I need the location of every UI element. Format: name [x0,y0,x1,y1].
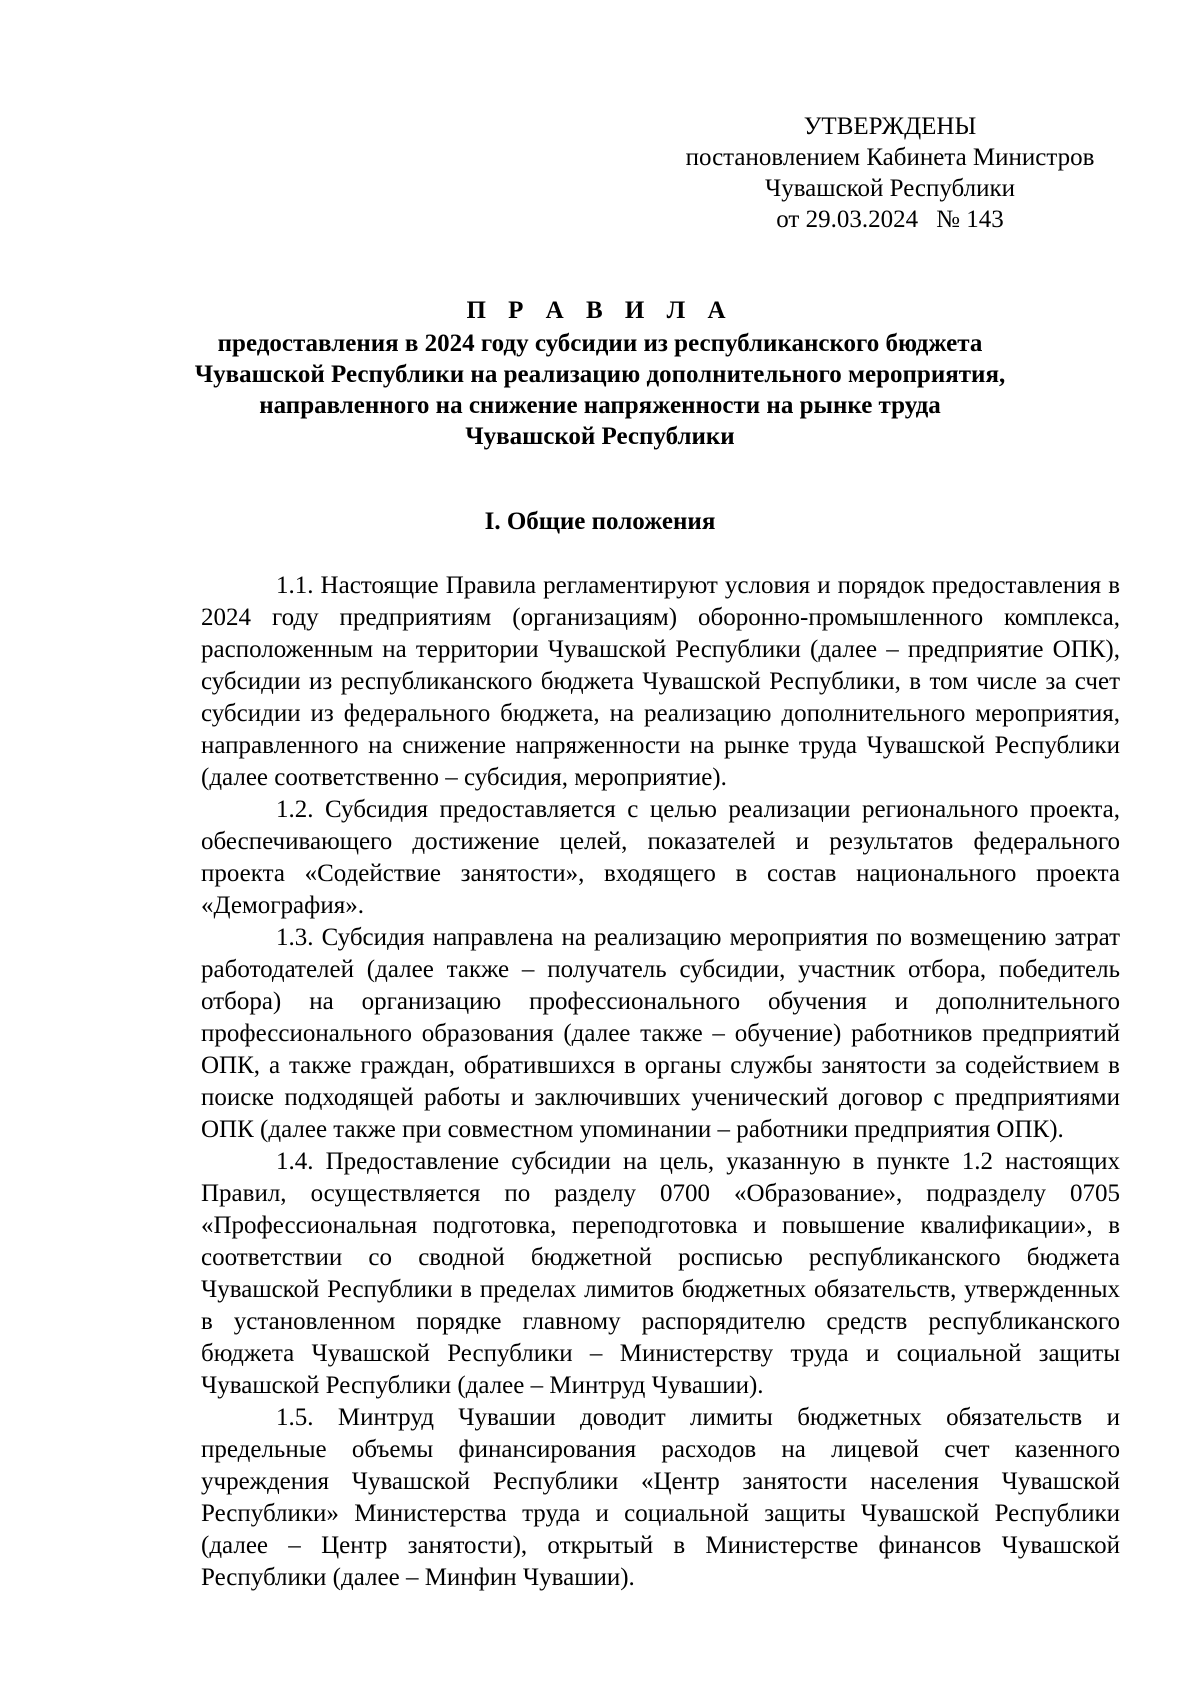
paragraph-1-2: 1.2. Субсидия предоставляется с целью реализации регионального проекта, обеспечивающего достижение целей, показателей и результатов федерального проекта «Содействие занятости», входящего в состав национального проекта «Демография». [201,796,1120,919]
paragraph-1-1: 1.1. Настоящие Правила регламентируют условия и порядок предоставления в 2024 году предприятиям (организациям) оборонно-промышленного комплекса, расположенным на территории Чувашской Республики (далее – предприятие ОПК), субсидии из республиканского бюджета Чувашской Республики, в том числе за счет субсидии из федерального бюджета, на реализацию дополнительного мероприятия, направленного на снижение напряженности на рынке труда Чувашской Республики (далее соответственно – субсидия, мероприятие). [201,572,1120,791]
document-title [150,295,1050,452]
section-heading: I. Общие положения [484,508,716,535]
paragraph-1-3: 1.3. Субсидия направлена на реализацию мероприятия по возмещению затрат работодателей (далее также – получатель субсидии, участник отбора, победитель отбора) на организацию профессионального обучения и дополнительного профессионального образования (далее также – обучение) работников предприятий ОПК, а также граждан, обратившихся в органы службы занятости за содействием в поиске подходящей работы и заключивших ученический договор с предприятиями ОПК (далее также при совместном упоминании – работники предприятия ОПК). [201,924,1120,1143]
title-line-3: направленного на снижение напряженности на рынке труда [259,392,941,419]
paragraph-1-4: 1.4. Предоставление субсидии на цель, указанную в пункте 1.2 настоящих Правил, осуществляется по разделу 0700 «Образование», подразделу 0705 «Профессиональная подготовка, переподготовка и повышение квалификации», в соответствии со сводной бюджетной росписью республиканского бюджета Чувашской Республики в пределах лимитов бюджетных обязательств, утвержденных в установленном порядке главному распорядителю средств республиканского бюджета Чувашской Республики – Министерству труда и социальной защиты Чувашской Республики (далее – Минтруд Чувашии). [201,1148,1120,1399]
approval-number: № 143 [936,206,1004,233]
title-main: П Р А В И Л А [466,297,734,324]
approval-date-number [640,204,1140,235]
title-line-1: предоставления в 2024 году субсидии из республиканского бюджета [217,330,983,357]
approval-region: Чувашской Республики [764,175,1016,202]
approval-stamp [640,111,1140,235]
approval-authority: постановлением Кабинета Министров [685,144,1095,171]
document-body [201,570,1120,1594]
paragraph-1-5: 1.5. Минтруд Чувашии доводит лимиты бюджетных обязательств и предельные объемы финансирования расходов на лицевой счет казенного учреждения Чувашской Республики «Центр занятости населения Чувашской Республики» Министерства труда и социальной защиты Чувашской Республики (далее – Центр занятости), открытый в Министерстве финансов Чувашской Республики (далее – Минфин Чувашии). [201,1404,1120,1591]
title-line-2: Чувашской Республики на реализацию дополнительного мероприятия, [194,361,1006,388]
approval-date: от 29.03.2024 [776,206,919,233]
title-line-4: Чувашской Республики [465,423,735,450]
approval-heading: УТВЕРЖДЕНЫ [803,113,977,140]
